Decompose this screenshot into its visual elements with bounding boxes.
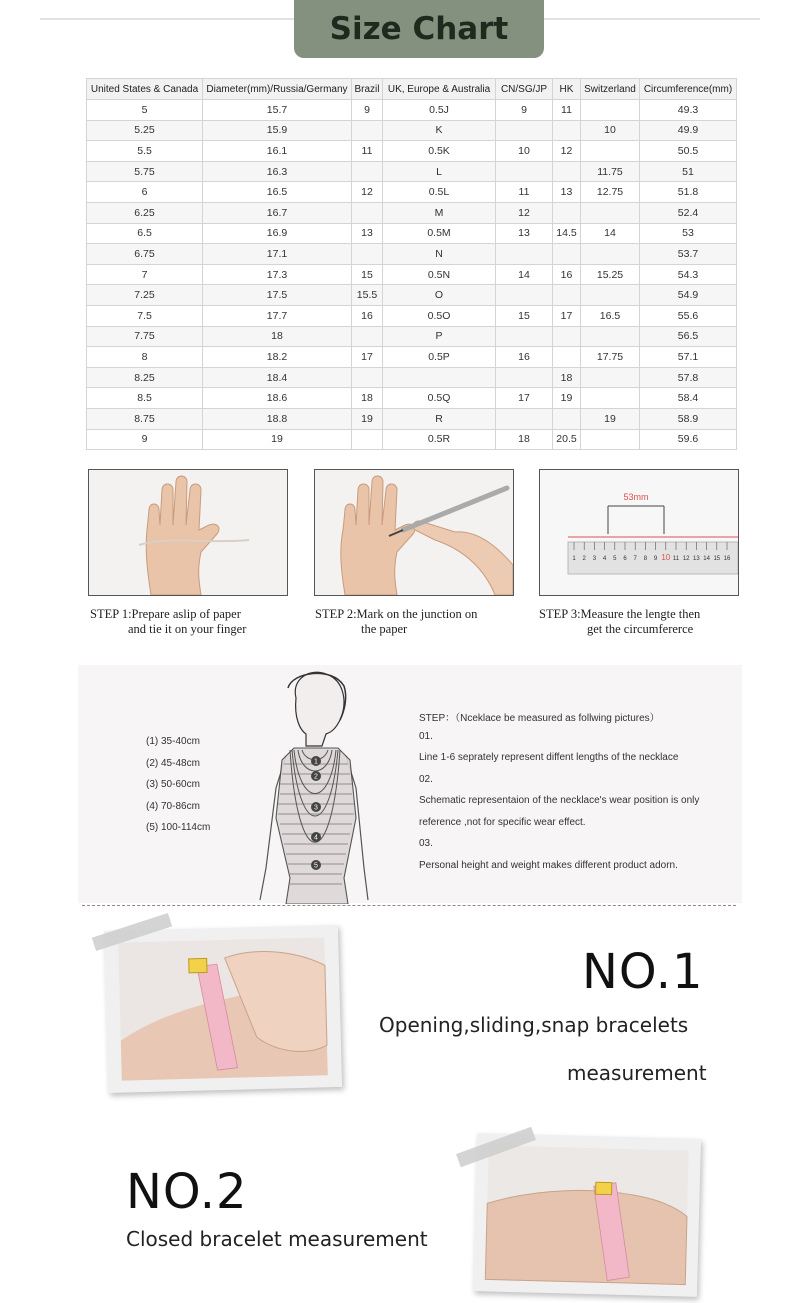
- necklace-step-text: [419, 709, 699, 881]
- table-cell: 8.25: [87, 367, 203, 388]
- step2-image: [314, 469, 514, 596]
- step-line: reference ,not for specific wear effect.: [419, 816, 586, 828]
- table-cell: 52.4: [640, 202, 737, 223]
- table-cell: 6: [87, 182, 203, 203]
- table-cell: 16: [352, 305, 383, 326]
- ruler-tick-label: 12: [682, 556, 690, 562]
- table-row: [87, 161, 737, 182]
- no2-title: NO.2: [126, 1164, 248, 1220]
- table-cell: 51: [640, 161, 737, 182]
- column-header: Diameter(mm)/Russia/Germany: [203, 79, 352, 100]
- table-cell: K: [383, 120, 496, 141]
- ruler-tick-label: 15: [713, 556, 721, 562]
- table-cell: 16.3: [203, 161, 352, 182]
- step2-caption: STEP 2:Mark on the junction on the paper: [315, 607, 478, 636]
- table-cell: P: [383, 326, 496, 347]
- ruler-tick-label: 2: [582, 556, 586, 562]
- table-cell: 12: [496, 202, 553, 223]
- table-cell: 49.9: [640, 120, 737, 141]
- table-cell: 16.7: [203, 202, 352, 223]
- column-header: United States & Canada: [87, 79, 203, 100]
- table-row: [87, 120, 737, 141]
- table-cell: 53.7: [640, 244, 737, 265]
- table-cell: 53: [640, 223, 737, 244]
- table-cell: 15: [352, 264, 383, 285]
- table-cell: 0.5J: [383, 100, 496, 121]
- table-cell: 16.9: [203, 223, 352, 244]
- column-header: Circumference(mm): [640, 79, 737, 100]
- table-row: [87, 429, 737, 450]
- table-cell: 16: [553, 264, 581, 285]
- table-cell: 15.25: [581, 264, 640, 285]
- wrist-tape-closed-icon: [473, 1133, 701, 1297]
- ruler-tick-label: 14: [703, 556, 710, 562]
- step-line: Line 1-6 seprately represent diffent lengths of the necklace: [419, 752, 679, 763]
- table-cell: 58.4: [640, 388, 737, 409]
- table-cell: 10: [581, 120, 640, 141]
- table-cell: 9: [87, 429, 203, 450]
- ruler-tick-label: 7: [633, 556, 637, 562]
- table-cell: [581, 285, 640, 306]
- table-cell: 18.2: [203, 347, 352, 368]
- table-cell: 0.5R: [383, 429, 496, 450]
- no1-title: NO.1: [582, 944, 704, 1000]
- ruler-measure-icon: [540, 470, 738, 595]
- table-cell: [553, 202, 581, 223]
- bracelet-photo-open: [104, 925, 342, 1093]
- page-title: Size Chart: [329, 11, 509, 47]
- table-cell: 18: [352, 388, 383, 409]
- wrist-tape-icon: [104, 925, 342, 1093]
- table-cell: 5: [87, 100, 203, 121]
- step-line: Personal height and weight makes different product adorn.: [419, 859, 678, 871]
- list-item: (2) 45-48cm: [146, 757, 200, 769]
- table-cell: 0.5K: [383, 141, 496, 162]
- ruler-tick-label: 16: [723, 556, 731, 562]
- table-cell: 18: [496, 429, 553, 450]
- dashed-divider: [82, 905, 736, 906]
- table-cell: 15.5: [352, 285, 383, 306]
- ruler-tick-label: 3: [592, 556, 597, 562]
- table-cell: 14.5: [553, 223, 581, 244]
- table-cell: [352, 326, 383, 347]
- table-cell: 19: [581, 408, 640, 429]
- no1-subtitle-line1: Opening,sliding,snap bracelets: [379, 1013, 689, 1037]
- table-cell: [553, 408, 581, 429]
- no1-subtitle-line2: measurement: [567, 1061, 707, 1085]
- table-cell: [581, 367, 640, 388]
- table-cell: 8: [87, 347, 203, 368]
- table-row: [87, 367, 737, 388]
- table-cell: [553, 285, 581, 306]
- table-cell: 17: [553, 305, 581, 326]
- table-cell: [553, 244, 581, 265]
- table-cell: [581, 100, 640, 121]
- table-cell: [496, 285, 553, 306]
- table-cell: 0.5Q: [383, 388, 496, 409]
- table-cell: 8.75: [87, 408, 203, 429]
- column-header: CN/SG/JP: [496, 79, 553, 100]
- table-cell: [496, 161, 553, 182]
- table-cell: [352, 120, 383, 141]
- table-cell: [496, 326, 553, 347]
- table-cell: [553, 120, 581, 141]
- table-cell: 0.5M: [383, 223, 496, 244]
- table-cell: [553, 347, 581, 368]
- table-cell: 58.9: [640, 408, 737, 429]
- table-cell: O: [383, 285, 496, 306]
- table-row: [87, 264, 737, 285]
- table-cell: 51.8: [640, 182, 737, 203]
- column-header: UK, Europe & Australia: [383, 79, 496, 100]
- table-cell: 5.25: [87, 120, 203, 141]
- table-row: [87, 141, 737, 162]
- necklace-marker: 1: [314, 758, 318, 766]
- table-cell: 16.1: [203, 141, 352, 162]
- table-cell: 0.5O: [383, 305, 496, 326]
- table-cell: [352, 367, 383, 388]
- table-cell: 18.6: [203, 388, 352, 409]
- table-cell: 6.25: [87, 202, 203, 223]
- step-line: 03.: [419, 838, 433, 849]
- step3-caption: STEP 3:Measure the lengte then get the circumferercе: [539, 607, 701, 636]
- table-cell: [496, 408, 553, 429]
- table-cell: 18: [203, 326, 352, 347]
- column-header: Brazil: [352, 79, 383, 100]
- title-tab: [294, 0, 544, 58]
- table-cell: 10: [496, 141, 553, 162]
- table-cell: [496, 367, 553, 388]
- table-cell: 49.3: [640, 100, 737, 121]
- table-cell: 50.5: [640, 141, 737, 162]
- table-row: [87, 408, 737, 429]
- table-cell: 14: [581, 223, 640, 244]
- table-cell: [581, 202, 640, 223]
- table-cell: 20.5: [553, 429, 581, 450]
- table-cell: [496, 120, 553, 141]
- table-cell: 7.75: [87, 326, 203, 347]
- table-cell: 5.5: [87, 141, 203, 162]
- table-cell: [553, 161, 581, 182]
- table-cell: 17.1: [203, 244, 352, 265]
- table-cell: 15.7: [203, 100, 352, 121]
- table-cell: 9: [352, 100, 383, 121]
- table-cell: [581, 388, 640, 409]
- table-row: [87, 347, 737, 368]
- table-cell: [496, 244, 553, 265]
- table-cell: 15.9: [203, 120, 352, 141]
- table-cell: 54.9: [640, 285, 737, 306]
- no2-subtitle: Closed bracelet measurement: [126, 1227, 428, 1251]
- table-row: [87, 244, 737, 265]
- step-line: 01.: [419, 730, 433, 742]
- table-cell: 9: [496, 100, 553, 121]
- table-cell: 19: [203, 429, 352, 450]
- table-cell: 57.1: [640, 347, 737, 368]
- column-header: HK: [553, 79, 581, 100]
- table-cell: [352, 161, 383, 182]
- table-cell: 12.75: [581, 182, 640, 203]
- table-body: [87, 100, 737, 450]
- table-cell: 57.8: [640, 367, 737, 388]
- table-row: [87, 182, 737, 203]
- table-cell: 11: [553, 100, 581, 121]
- necklace-marker: 2: [314, 773, 318, 781]
- step-line: 02.: [419, 773, 433, 785]
- list-item: (3) 50-60cm: [146, 779, 200, 790]
- table-cell: [352, 202, 383, 223]
- step1-image: [88, 469, 288, 596]
- table-cell: [581, 244, 640, 265]
- table-row: [87, 100, 737, 121]
- table-cell: 12: [553, 141, 581, 162]
- table-cell: 7.25: [87, 285, 203, 306]
- step3-image: [539, 469, 739, 596]
- table-cell: 12: [352, 182, 383, 203]
- table-row: [87, 326, 737, 347]
- list-item: (4) 70-86cm: [146, 800, 200, 812]
- necklace-marker: 4: [314, 834, 318, 842]
- table-cell: 7: [87, 264, 203, 285]
- table-row: [87, 202, 737, 223]
- table-cell: 0.5P: [383, 347, 496, 368]
- table-row: [87, 388, 737, 409]
- ruler-tick-label: 11: [672, 556, 680, 562]
- table-cell: N: [383, 244, 496, 265]
- woman-sketch-icon: [236, 668, 396, 904]
- necklace-marker: 5: [314, 862, 318, 870]
- table-cell: R: [383, 408, 496, 429]
- table-cell: 55.6: [640, 305, 737, 326]
- table-row: [87, 223, 737, 244]
- table-cell: [581, 141, 640, 162]
- ruler-tick-label: 10: [661, 553, 671, 562]
- table-cell: 17: [352, 347, 383, 368]
- list-item: (5) 100-114cm: [146, 822, 211, 833]
- table-cell: 13: [553, 182, 581, 203]
- ruler-tick-label: 9: [653, 556, 658, 562]
- list-item: (1) 35-40cm: [146, 736, 200, 747]
- table-cell: 11: [496, 182, 553, 203]
- table-row: [87, 285, 737, 306]
- table-cell: 17.3: [203, 264, 352, 285]
- table-cell: 17.7: [203, 305, 352, 326]
- table-cell: 54.3: [640, 264, 737, 285]
- table-cell: 17: [496, 388, 553, 409]
- step-line: STEP：（Nceklace be measured as follwing pictures）: [419, 713, 660, 724]
- table-cell: 15: [496, 305, 553, 326]
- table-cell: 59.6: [640, 429, 737, 450]
- table-cell: 16: [496, 347, 553, 368]
- step1-caption: STEP 1:Prepare aslip of paper and tie it on your finger: [90, 607, 247, 636]
- table-cell: 17.75: [581, 347, 640, 368]
- table-cell: 19: [352, 408, 383, 429]
- ruler-tick-label: 1: [572, 556, 576, 562]
- ruler-tick-label: 13: [693, 556, 700, 562]
- table-cell: 11.75: [581, 161, 640, 182]
- hand-paper-strip-icon: [89, 470, 287, 595]
- table-cell: 13: [496, 223, 553, 244]
- table-cell: [352, 429, 383, 450]
- ruler-tick-label: 5: [613, 556, 617, 562]
- table-cell: 11: [352, 141, 383, 162]
- table-cell: 16.5: [581, 305, 640, 326]
- table-cell: 16.5: [203, 182, 352, 203]
- table-cell: 14: [496, 264, 553, 285]
- necklace-marker: 3: [314, 804, 318, 812]
- table-cell: [383, 367, 496, 388]
- table-cell: [581, 326, 640, 347]
- column-header: Switzerland: [581, 79, 640, 100]
- table-row: [87, 305, 737, 326]
- bracelet-photo-closed: [473, 1133, 701, 1297]
- table-cell: L: [383, 161, 496, 182]
- ruler-tick-label: 4: [602, 556, 607, 562]
- table-cell: [581, 429, 640, 450]
- table-cell: 7.5: [87, 305, 203, 326]
- table-cell: [553, 326, 581, 347]
- table-cell: 6.75: [87, 244, 203, 265]
- table-cell: 8.5: [87, 388, 203, 409]
- step-line: Schematic representaion of the necklace's wear position is only: [419, 795, 700, 806]
- table-header-row: [87, 79, 737, 100]
- table-cell: 18: [553, 367, 581, 388]
- table-cell: 0.5N: [383, 264, 496, 285]
- table-cell: M: [383, 202, 496, 223]
- table-cell: 0.5L: [383, 182, 496, 203]
- ring-size-table: [86, 78, 737, 450]
- table-cell: 56.5: [640, 326, 737, 347]
- necklace-length-list: [146, 736, 210, 844]
- ruler-tick-label: 6: [623, 556, 627, 562]
- table-cell: 13: [352, 223, 383, 244]
- hand-pen-mark-icon: [315, 470, 513, 595]
- ruler-label: 53mm: [623, 492, 649, 502]
- table-cell: 6.5: [87, 223, 203, 244]
- table-cell: 19: [553, 388, 581, 409]
- table-cell: [352, 244, 383, 265]
- ruler-tick-label: 8: [643, 556, 648, 562]
- table-cell: 18.4: [203, 367, 352, 388]
- table-cell: 18.8: [203, 408, 352, 429]
- table-cell: 5.75: [87, 161, 203, 182]
- table-cell: 17.5: [203, 285, 352, 306]
